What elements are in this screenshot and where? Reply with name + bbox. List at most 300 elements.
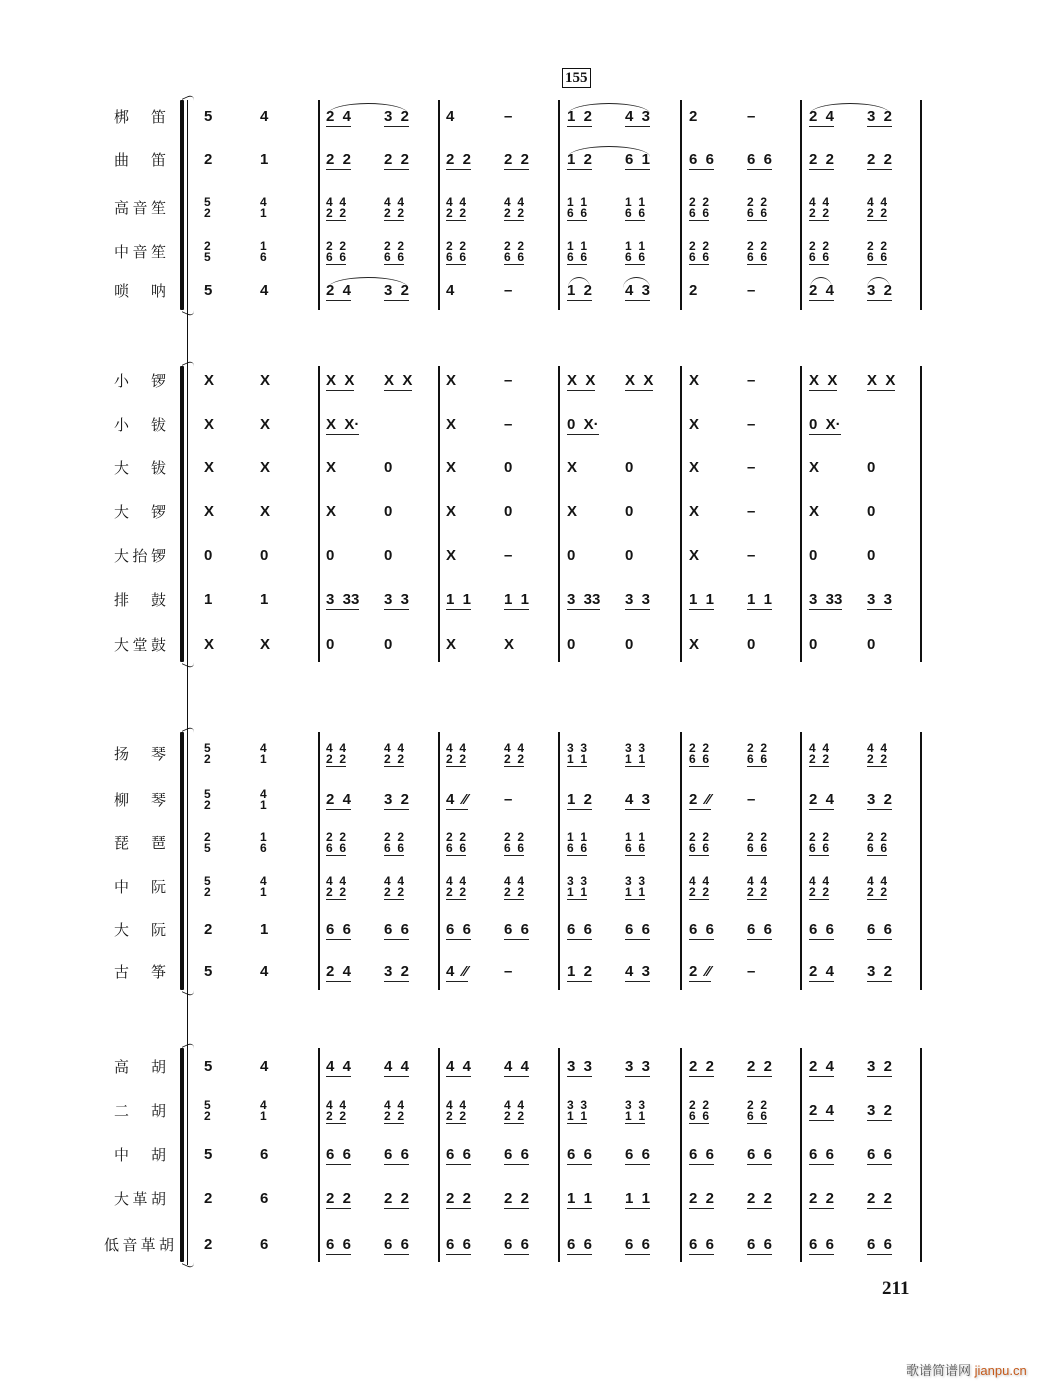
note-cell: 2 2 [326, 151, 352, 168]
bracket-hook [182, 985, 194, 998]
note-cell: 0 [204, 547, 213, 564]
barline [438, 1048, 440, 1262]
system-spine [187, 100, 188, 1265]
barline [920, 366, 922, 662]
note-cell: 3 3 [567, 1058, 593, 1075]
group-bracket [180, 100, 184, 310]
note-cell: 2 2 [326, 1190, 352, 1207]
note-cell: 4 [446, 282, 455, 299]
note-cell: 4 3 [625, 282, 651, 299]
note-cell: 1 1 6 6 [625, 239, 646, 264]
note-cell: 2 2 [446, 151, 472, 168]
note-cell: 3 2 [384, 791, 410, 808]
note-cell: 4 [446, 108, 455, 125]
note-cell: 2 4 [326, 282, 352, 299]
note-cell: 6 6 [504, 1146, 530, 1163]
note-cell: 3 3 1 1 [567, 1098, 588, 1123]
slur [568, 103, 650, 114]
instrument-label: 扬 琴 [114, 745, 166, 763]
note-cell: 5 [204, 1058, 213, 1075]
note-cell: 0 [384, 636, 393, 653]
note-cell: 4 4 2 2 [384, 1098, 405, 1123]
note-cell: 0 [867, 503, 876, 520]
instrument-label: 大革胡 [114, 1190, 166, 1208]
note-cell: – [747, 459, 756, 476]
note-cell: 4 4 2 2 [384, 741, 405, 766]
note-cell: 0 [625, 547, 634, 564]
note-cell: 2 [689, 108, 698, 125]
watermark [906, 1360, 1027, 1379]
note-cell: X [204, 503, 215, 520]
note-cell: 4 3 [625, 791, 651, 808]
note-cell: 2 [204, 1190, 213, 1207]
barline [800, 1048, 802, 1262]
instrument-label: 高音笙 [114, 199, 166, 217]
note-cell: 4 4 2 2 [384, 195, 405, 220]
note-cell: 0 [384, 547, 393, 564]
barline [680, 366, 682, 662]
group-bracket [180, 1048, 184, 1262]
note-cell: 3 2 [867, 282, 893, 299]
note-cell: 2 4 [809, 963, 835, 980]
note-cell: 2 5 [204, 239, 211, 264]
bracket-hook [182, 305, 194, 318]
note-cell: 4 1 [260, 787, 267, 812]
note-cell: 4 4 2 2 [446, 874, 467, 899]
note-cell: X [689, 636, 700, 653]
note-cell: – [504, 416, 513, 433]
note-cell: 1 1 [446, 591, 472, 608]
note-cell: 2 2 6 6 [689, 239, 710, 264]
note-cell: 1 [204, 591, 213, 608]
barline [680, 1048, 682, 1262]
note-cell: X [689, 459, 700, 476]
note-cell: X X· [326, 416, 360, 433]
note-cell: 0 [504, 459, 513, 476]
note-cell: 4 4 2 2 [446, 195, 467, 220]
note-cell: 5 2 [204, 741, 211, 766]
note-cell: 6 6 [567, 1146, 593, 1163]
note-cell: 6 6 [567, 921, 593, 938]
note-cell: 2 2 [809, 1190, 835, 1207]
note-cell: 1 1 6 6 [567, 830, 588, 855]
note-cell: 2 2 6 6 [747, 741, 768, 766]
note-cell: 4 1 [260, 1098, 267, 1123]
note-cell: 5 2 [204, 874, 211, 899]
note-cell: 4 1 [260, 741, 267, 766]
note-cell: 3 2 [384, 108, 410, 125]
note-cell: 1 2 [567, 282, 593, 299]
note-cell: 4 4 2 2 [504, 874, 525, 899]
note-cell: – [504, 791, 513, 808]
note-cell: 2 4 [809, 108, 835, 125]
note-cell: 2 4 [809, 1102, 835, 1119]
instrument-label: 大 阮 [114, 921, 166, 939]
note-cell: 5 2 [204, 787, 211, 812]
note-cell: 6 6 [504, 921, 530, 938]
note-cell: 6 6 [689, 921, 715, 938]
note-cell: 6 6 [326, 921, 352, 938]
instrument-label: 低音革胡 [104, 1236, 174, 1254]
slur [568, 146, 650, 157]
note-cell: 0 [809, 636, 818, 653]
note-cell: 4 3 [625, 108, 651, 125]
note-cell: X [446, 459, 457, 476]
barline [558, 100, 560, 310]
note-cell: 3 2 [867, 1102, 893, 1119]
note-cell: X [260, 372, 271, 389]
note-cell: 4 4 2 2 [809, 741, 830, 766]
note-cell: 1 2 [567, 963, 593, 980]
barline [318, 100, 320, 310]
note-cell: 2 2 [809, 151, 835, 168]
note-cell: 3 33 [326, 591, 360, 608]
note-cell: 1 1 [689, 591, 715, 608]
note-cell: 2 [204, 921, 213, 938]
note-cell: – [504, 963, 513, 980]
note-cell: 6 6 [326, 1146, 352, 1163]
note-cell: 1 1 [625, 1190, 651, 1207]
note-cell: 2 2 [384, 151, 410, 168]
instrument-label: 二 胡 [114, 1102, 166, 1120]
note-cell: – [747, 108, 756, 125]
note-cell: 4 4 2 2 [384, 874, 405, 899]
note-cell: 4 ⁄⁄ [446, 963, 468, 980]
note-cell: X [446, 503, 457, 520]
note-cell: 2 2 [504, 151, 530, 168]
note-cell: X [260, 636, 271, 653]
barline [558, 366, 560, 662]
note-cell: 5 [204, 1146, 213, 1163]
note-cell: 3 3 [384, 591, 410, 608]
instrument-label: 小 锣 [114, 372, 166, 390]
slur [568, 277, 590, 288]
note-cell: 0 [504, 503, 513, 520]
note-cell: 2 2 6 6 [747, 239, 768, 264]
note-cell: 3 3 [867, 591, 893, 608]
note-cell: 1 [260, 921, 269, 938]
note-cell: 0 [567, 547, 576, 564]
note-cell: 2 2 6 6 [504, 239, 525, 264]
barline [920, 1048, 922, 1262]
instrument-label: 小 钹 [114, 416, 166, 434]
note-cell: 4 4 2 2 [809, 195, 830, 220]
note-cell: X [204, 416, 215, 433]
note-cell: 2 ⁄⁄ [689, 963, 711, 980]
note-cell: 6 6 [689, 1146, 715, 1163]
note-cell: X [809, 503, 820, 520]
barline [318, 1048, 320, 1262]
note-cell: 2 2 [867, 1190, 893, 1207]
note-cell: – [747, 547, 756, 564]
note-cell: 6 6 [867, 1146, 893, 1163]
note-cell: 4 4 2 2 [446, 741, 467, 766]
note-cell: 6 6 [446, 921, 472, 938]
note-cell: X X [867, 372, 896, 389]
note-cell: X X [567, 372, 596, 389]
barline [800, 732, 802, 990]
note-cell: 4 4 2 2 [867, 874, 888, 899]
instrument-label: 大堂鼓 [114, 636, 166, 654]
note-cell: 4 4 2 2 [326, 195, 347, 220]
note-cell: 0 [625, 459, 634, 476]
slur [328, 103, 408, 114]
note-cell: 6 1 [625, 151, 651, 168]
barline [680, 732, 682, 990]
note-cell: 2 2 6 6 [384, 830, 405, 855]
note-cell: – [747, 963, 756, 980]
note-cell: 2 [204, 151, 213, 168]
note-cell: 1 [260, 151, 269, 168]
note-cell: 0 [567, 636, 576, 653]
note-cell: 4 4 [326, 1058, 352, 1075]
note-cell: 3 2 [867, 963, 893, 980]
slur [328, 277, 408, 288]
note-cell: – [747, 791, 756, 808]
note-cell: X [260, 503, 271, 520]
note-cell: 4 4 2 2 [747, 874, 768, 899]
note-cell: 2 4 [326, 791, 352, 808]
note-cell: 2 2 6 6 [689, 195, 710, 220]
note-cell: 6 6 [625, 1236, 651, 1253]
note-cell: 6 6 [384, 921, 410, 938]
note-cell: 4 4 2 2 [326, 1098, 347, 1123]
barline [920, 732, 922, 990]
note-cell: 1 1 6 6 [625, 195, 646, 220]
note-cell: 1 1 [567, 1190, 593, 1207]
note-cell: 0 [384, 503, 393, 520]
barline [558, 732, 560, 990]
note-cell: 0 [867, 547, 876, 564]
note-cell: 4 4 2 2 [689, 874, 710, 899]
note-cell: 0 [326, 547, 335, 564]
note-cell: X [204, 372, 215, 389]
note-cell: 0 [260, 547, 269, 564]
note-cell: 6 6 [747, 151, 773, 168]
note-cell: – [504, 547, 513, 564]
barline [438, 732, 440, 990]
note-cell: 0 [809, 547, 818, 564]
note-cell: X [260, 459, 271, 476]
note-cell: 2 5 [204, 830, 211, 855]
note-cell: 6 [260, 1236, 269, 1253]
note-cell: 6 6 [504, 1236, 530, 1253]
note-cell: 3 2 [384, 282, 410, 299]
note-cell: 3 3 1 1 [625, 874, 646, 899]
note-cell: 4 4 2 2 [504, 195, 525, 220]
note-cell: 4 1 [260, 195, 267, 220]
note-cell: 6 6 [867, 921, 893, 938]
note-cell: 0 [384, 459, 393, 476]
note-cell: 3 33 [809, 591, 843, 608]
bracket-hook [182, 1041, 194, 1054]
slur [867, 277, 890, 288]
note-cell: X [567, 459, 578, 476]
rehearsal-mark: 155 [562, 68, 591, 88]
instrument-label: 古 筝 [114, 963, 166, 981]
note-cell: 0 [867, 636, 876, 653]
note-cell: X [204, 636, 215, 653]
note-cell: 2 2 6 6 [689, 741, 710, 766]
note-cell: 6 6 [867, 1236, 893, 1253]
note-cell: 5 [204, 963, 213, 980]
instrument-label: 中音笙 [114, 243, 166, 261]
note-cell: 5 [204, 282, 213, 299]
note-cell: 3 3 1 1 [567, 874, 588, 899]
note-cell: 1 [260, 591, 269, 608]
note-cell: 6 6 [689, 1236, 715, 1253]
note-cell: 6 6 [809, 921, 835, 938]
note-cell: 6 6 [747, 921, 773, 938]
note-cell: 6 6 [384, 1236, 410, 1253]
note-cell: X X [384, 372, 413, 389]
note-cell: X [567, 503, 578, 520]
note-cell: 4 4 2 2 [867, 741, 888, 766]
note-cell: 4 [260, 282, 269, 299]
note-cell: 3 3 [625, 1058, 651, 1075]
note-cell: 3 3 1 1 [625, 1098, 646, 1123]
instrument-label: 中 胡 [114, 1146, 166, 1164]
note-cell: – [504, 282, 513, 299]
note-cell: X [446, 416, 457, 433]
note-cell: 2 2 6 6 [809, 239, 830, 264]
barline [800, 100, 802, 310]
note-cell: – [747, 503, 756, 520]
note-cell: 2 2 6 6 [867, 239, 888, 264]
instrument-label: 排 鼓 [114, 591, 166, 609]
note-cell: 2 2 6 6 [326, 239, 347, 264]
group-bracket [180, 732, 184, 990]
note-cell: X [504, 636, 515, 653]
note-cell: 4 4 2 2 [326, 874, 347, 899]
note-cell: 2 2 6 6 [384, 239, 405, 264]
note-cell: X [689, 372, 700, 389]
note-cell: 6 6 [567, 1236, 593, 1253]
note-cell: 1 2 [567, 108, 593, 125]
note-cell: 3 2 [867, 791, 893, 808]
note-cell: 3 3 1 1 [625, 741, 646, 766]
note-cell: – [504, 372, 513, 389]
instrument-label: 中 阮 [114, 878, 166, 896]
note-cell: X [326, 503, 337, 520]
instrument-label: 柳 琴 [114, 791, 166, 809]
barline [800, 366, 802, 662]
note-cell: 6 [260, 1146, 269, 1163]
note-cell: X X [625, 372, 654, 389]
note-cell: 0 [326, 636, 335, 653]
barline [680, 100, 682, 310]
note-cell: 4 1 [260, 874, 267, 899]
bracket-hook [182, 359, 194, 372]
note-cell: 6 6 [384, 1146, 410, 1163]
note-cell: 2 2 6 6 [747, 195, 768, 220]
note-cell: 6 6 [326, 1236, 352, 1253]
note-cell: X [260, 416, 271, 433]
note-cell: 1 1 6 6 [567, 239, 588, 264]
slur [810, 277, 832, 288]
note-cell: 4 4 2 2 [326, 741, 347, 766]
bracket-hook [182, 725, 194, 738]
note-cell: 2 4 [326, 963, 352, 980]
note-cell: 0 [625, 636, 634, 653]
note-cell: 1 1 [747, 591, 773, 608]
instrument-label: 大抬锣 [114, 547, 166, 565]
note-cell: 1 6 [260, 830, 267, 855]
note-cell: – [747, 282, 756, 299]
note-cell: 6 6 [625, 921, 651, 938]
instrument-label: 琵 琶 [114, 834, 166, 852]
barline [558, 1048, 560, 1262]
note-cell: 2 2 [867, 151, 893, 168]
note-cell: X [326, 459, 337, 476]
note-cell: 4 4 2 2 [504, 1098, 525, 1123]
note-cell: 0 [625, 503, 634, 520]
note-cell: 3 3 [625, 591, 651, 608]
note-cell: – [747, 372, 756, 389]
note-cell: 2 2 [689, 1190, 715, 1207]
note-cell: 2 2 6 6 [867, 830, 888, 855]
note-cell: X X [809, 372, 838, 389]
note-cell: 2 2 6 6 [446, 239, 467, 264]
note-cell: 2 2 [446, 1190, 472, 1207]
note-cell: 3 33 [567, 591, 601, 608]
note-cell: 2 4 [809, 791, 835, 808]
note-cell: 4 4 2 2 [504, 741, 525, 766]
bracket-hook [182, 1257, 194, 1270]
note-cell: 1 1 [504, 591, 530, 608]
barline [438, 100, 440, 310]
note-cell: 5 [204, 108, 213, 125]
note-cell: X [809, 459, 820, 476]
note-cell: 6 6 [625, 1146, 651, 1163]
note-cell: 2 4 [809, 282, 835, 299]
note-cell: 2 4 [326, 108, 352, 125]
slur [810, 103, 890, 114]
note-cell: 4 4 [384, 1058, 410, 1075]
watermark-domain: jianpu.cn [974, 1363, 1027, 1378]
note-cell: 0 [867, 459, 876, 476]
group-bracket [180, 366, 184, 662]
instrument-label: 大 锣 [114, 503, 166, 521]
note-cell: 3 2 [384, 963, 410, 980]
note-cell: 3 3 1 1 [567, 741, 588, 766]
instrument-label: 高 胡 [114, 1058, 166, 1076]
note-cell: 2 2 [384, 1190, 410, 1207]
instrument-label: 大 钹 [114, 459, 166, 477]
watermark-text: 歌谱简谱网 [906, 1363, 972, 1378]
note-cell: 3 2 [867, 1058, 893, 1075]
bracket-hook [182, 93, 194, 106]
instrument-label: 唢 呐 [114, 282, 166, 300]
note-cell: X X [326, 372, 355, 389]
note-cell: 5 2 [204, 195, 211, 220]
note-cell: 4 ⁄⁄ [446, 791, 468, 808]
note-cell: 2 2 [747, 1058, 773, 1075]
note-cell: – [504, 108, 513, 125]
page-number: 211 [882, 1278, 910, 1299]
instrument-label: 梆 笛 [114, 108, 166, 126]
note-cell: X [689, 503, 700, 520]
note-cell: – [747, 416, 756, 433]
note-cell: 4 4 2 2 [867, 195, 888, 220]
note-cell: 6 6 [747, 1146, 773, 1163]
note-cell: 4 4 [504, 1058, 530, 1075]
note-cell: X [446, 547, 457, 564]
note-cell: 6 6 [809, 1146, 835, 1163]
note-cell: 2 2 [504, 1190, 530, 1207]
note-cell: 2 [204, 1236, 213, 1253]
note-cell: 1 2 [567, 791, 593, 808]
